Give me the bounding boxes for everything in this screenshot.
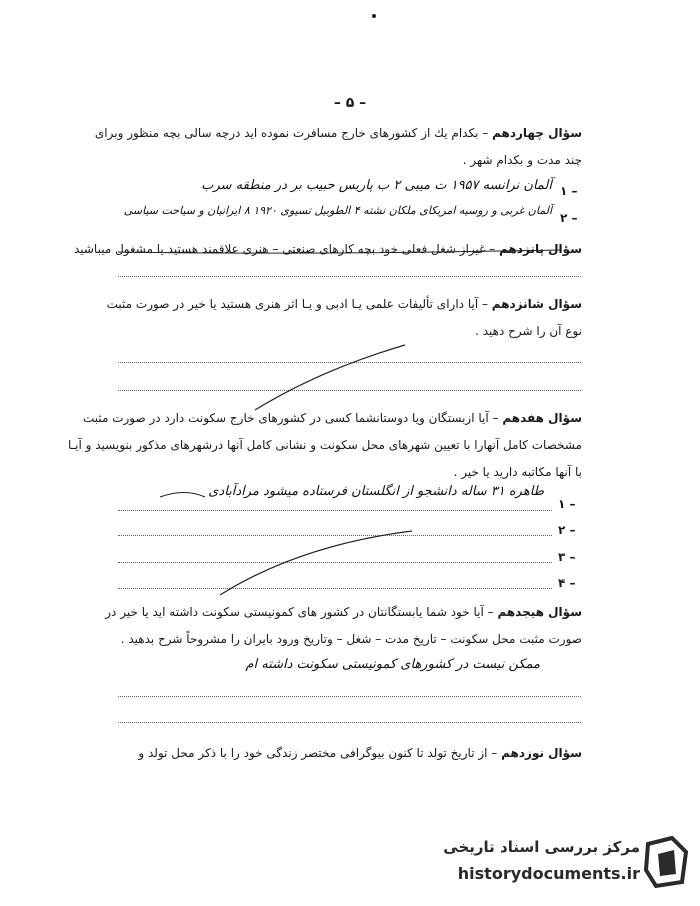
q17-answer1-flourish (160, 493, 205, 498)
q17-text3: با آنها مکاتبه دارید یا خیر . (453, 465, 582, 479)
q17-answer3-number: ۳ – (558, 550, 576, 564)
page-number: – ۵ – (333, 95, 367, 111)
q18-answer-handwriting: ممکن نیست در کشورهای کمونیستی سکونت داشته ام (245, 657, 540, 672)
q17-label: سؤال هفدهم (502, 411, 582, 425)
q14-text1: – بکدام یك از کشورهای خارج مسافرت نموده اید درچه سالی بچه منظور وبرای (94, 126, 489, 140)
q18-label: سؤال هیجدهم (497, 605, 582, 619)
q14-answer1-handwriting: آلمان نرانسه ۱۹۵۷ ت میبی ۲ ب پاریس حبیب بر در منطقه سرب (201, 178, 552, 193)
q17-answer2-number: ۲ – (558, 523, 576, 537)
q18-text1: – آیا خود شما یابستگانتان در کشور های کمونیستی سکونت داشته اید یا خیر در (105, 605, 494, 619)
q14-text2: چند مدت و بکدام شهر . (462, 153, 582, 167)
q17-answer1-number: ۱ – (558, 497, 576, 511)
q19-text1: – از تاریخ تولد تا کنون بیوگرافی مختصر زندگی خود را با ذکر محل تولد و (138, 746, 498, 760)
q16-diagonal-stroke (255, 345, 405, 410)
watermark (370, 830, 640, 896)
q14-answer1-number: ۱ – (560, 184, 578, 198)
q17-text2: مشخصات کامل آنهارا با تعیین شهرهای محل سکونت و نشانی کامل آنها درشهرهای مذکور بنویسید و آیـا (67, 438, 582, 452)
document-archive-logo-icon (642, 834, 692, 890)
q16-text1: – آیا دارای تألیفات علمی یـا ادبی و یـا اثر هنری هستید یا خیر در صورت مثبت (106, 297, 488, 311)
q16-text2: نوع آن را شرح دهید . (475, 324, 582, 338)
q15-label: سؤال پانزدهم (499, 242, 582, 256)
q17-answer4-number: ۴ – (558, 576, 576, 590)
q18-text2: صورت مثبت محل سکونت – تاریخ مدت – شغل – وتاریخ ورود بایران را مشروحاً شرح بدهید . (120, 632, 582, 646)
watermark-title: مرکز بررسی اسناد تاریخی (443, 838, 640, 856)
q17-answer1-handwriting: طاهره ۳۱ ساله دانشجو از انگلستان فرستاده میشود مرادآبادی (208, 484, 544, 499)
q14-label: سؤال چهاردهم (492, 126, 582, 140)
q19-label: سؤال نوزدهم (501, 746, 582, 760)
q17-diagonal-stroke (220, 531, 412, 595)
q17-text1: – آیا ازبستگان ویا دوستانشما کسی در کشورهای خارج سکونت دارد در صورت مثبت (82, 411, 499, 425)
watermark-url: historydocuments.ir (457, 864, 640, 883)
q14-underline-stroke (118, 250, 560, 253)
q14-answer2-number: ۲ – (560, 211, 578, 225)
q15-text1: – غیراز شغل فعلی خود بچه کارهای صنعتی – هنری علاقمند هستید یا مشغول میباشید (73, 242, 496, 256)
q14-answer2-handwriting: آلمان غربی و روسیه امریکای ملکان نشته ۴ الطوبیل تسیوی ۱۹۲۰ ۸ ایرانیان و سیاحت سیاسی (123, 204, 552, 217)
q16-label: سؤال شانزدهم (491, 297, 582, 311)
